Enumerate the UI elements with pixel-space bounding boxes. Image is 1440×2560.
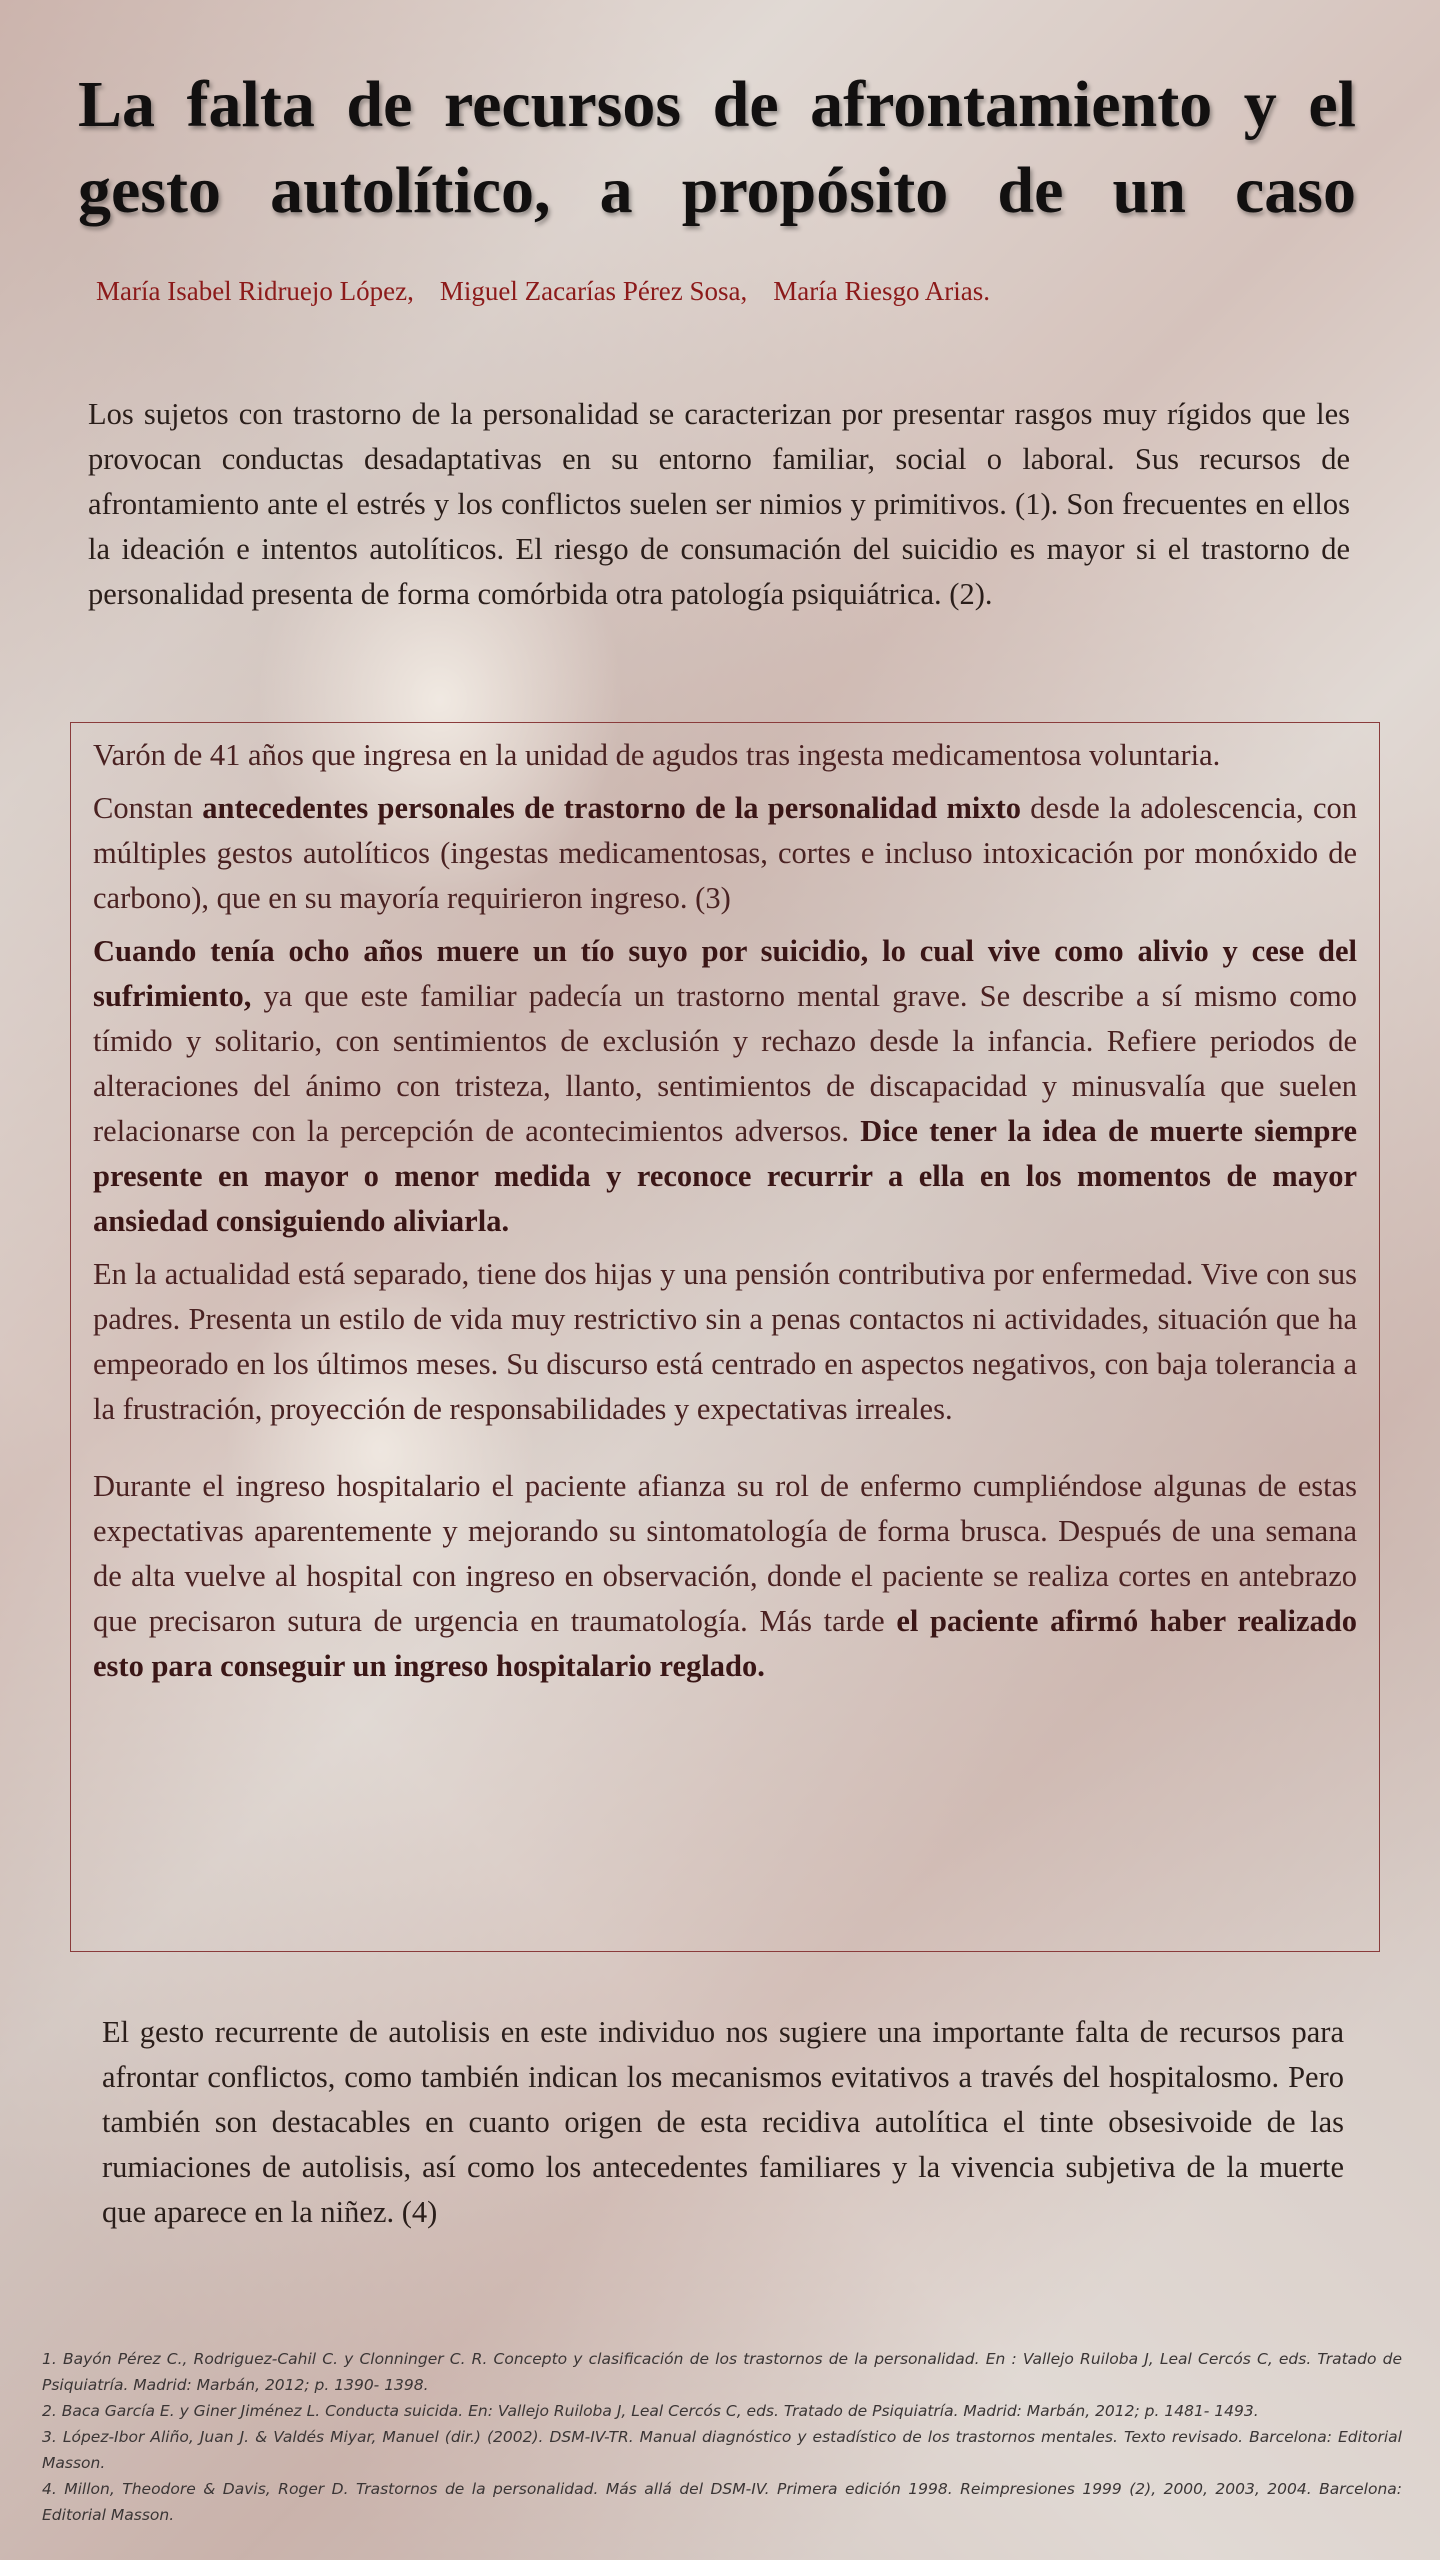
reference-item: 1. Bayón Pérez C., Rodriguez-Cahil C. y Clonninger C. R. Concepto y clasificación de los trastornos de la personalidad. En : Vallejo Ruiloba J, Leal Cercós C, eds. Tratado de Psiquiatría. Madrid: Marbán, 2012; p. 1390- 1398. bbox=[42, 2350, 1402, 2394]
author-list bbox=[96, 276, 990, 307]
conclusion-paragraph: El gesto recurrente de autolisis en este individuo nos sugiere una importante falta de recursos para afrontar conflictos, como también indican los mecanismos evitativos a través del hospitalosmo. Pero también son destacables en cuanto origen de esta recidiva autolítica el tinte obsesivoide de las rumiaciones de autolisis, así como los antecedentes familiares y la vivencia subjetiva de la muerte que aparece en la niñez. (4) bbox=[102, 2015, 1344, 2229]
case-p2-text-pre: Constan bbox=[93, 791, 203, 825]
case-paragraph-4: En la actualidad está separado, tiene dos hijas y una pensión contributiva por enfermedad. Vive con sus padres. Presenta un estilo de vida muy restrictivo sin a penas contactos ni actividades, situación que ha empeorado en los últimos meses. Su discurso está centrado en aspectos negativos, con baja tolerancia a la frustración, proyección de responsabilidades y expectativas irreales. bbox=[93, 1257, 1357, 1426]
case-p3-highlight-2: Dice tener la idea de muerte siempre presente en mayor o menor medida y reconoce recurrir a ella en los momentos de mayor ansiedad consiguiendo aliviarla. bbox=[93, 1114, 1357, 1238]
author-3: María Riesgo Arias. bbox=[773, 276, 990, 306]
poster-title: La falta de recursos de afrontamiento y el gesto autolítico, a propósito de un caso bbox=[78, 68, 1356, 227]
case-p3-highlight-1: Cuando tenía ocho años muere un tío suyo por suicidio, lo cual vive como alivio y cese del sufrimiento, bbox=[93, 934, 1357, 1013]
case-paragraph-2 bbox=[93, 786, 1357, 921]
reference-item: 3. López-Ibor Aliño, Juan J. & Valdés Miyar, Manuel (dir.) (2002). DSM-IV-TR. Manual diagnóstico y estadístico de los trastornos mentales. Texto revisado. Barcelona: Editorial Masson. bbox=[42, 2428, 1402, 2472]
case-box bbox=[70, 722, 1380, 1952]
reference-item: 4. Millon, Theodore & Davis, Roger D. Trastornos de la personalidad. Más allá del DSM-IV. Primera edición 1998. Reimpresiones 1999 (2), 2000, 2003, 2004. Barcelona: Editorial Masson. bbox=[42, 2480, 1402, 2524]
case-p5-highlight: el paciente afirmó haber realizado esto para conseguir un ingreso hospitalario reglado. bbox=[93, 1604, 1357, 1683]
case-paragraph-3 bbox=[93, 929, 1357, 1244]
intro-paragraph: Los sujetos con trastorno de la personalidad se caracterizan por presentar rasgos muy rígidos que les provocan conductas desadaptativas en su entorno familiar, social o laboral. Sus recursos de afrontamiento ante el estrés y los conflictos suelen ser nimios y primitivos. (1). Son frecuentes en ellos la ideación e intentos autolíticos. El riesgo de consumación del suicidio es mayor si el trastorno de personalidad presenta de forma comórbida otra patología psiquiátrica. (2). bbox=[88, 397, 1350, 611]
reference-list bbox=[42, 2346, 1402, 2528]
reference-item: 2. Baca García E. y Giner Jiménez L. Conducta suicida. En: Vallejo Ruiloba J, Leal Cercós C, eds. Tratado de Psiquiatría. Madrid: Marbán, 2012; p. 1481- 1493. bbox=[42, 2402, 1259, 2420]
case-paragraph-5 bbox=[93, 1464, 1357, 1689]
case-paragraph-1: Varón de 41 años que ingresa en la unidad de agudos tras ingesta medicamentosa voluntaria. bbox=[93, 738, 1221, 772]
case-p2-text-post: desde la adolescencia, con múltiples gestos autolíticos (ingestas medicamentosas, cortes e incluso intoxicación por monóxido de carbono), que en su mayoría requirieron ingreso. (3) bbox=[93, 791, 1357, 915]
case-p3-text: ya que este familiar padecía un trastorno mental grave. Se describe a sí mismo como tímido y solitario, con sentimientos de exclusión y rechazo desde la infancia. Refiere periodos de alteraciones del ánimo con tristeza, llanto, sentimientos de discapacidad y minusvalía que suelen relacionarse con la percepción de acontecimientos adversos. bbox=[93, 979, 1357, 1148]
case-p5-text: Durante el ingreso hospitalario el paciente afianza su rol de enfermo cumpliéndose algunas de estas expectativas aparentemente y mejorando su sintomatología de forma brusca. Después de una semana de alta vuelve al hospital con ingreso en observación, donde el paciente se realiza cortes en antebrazo que precisaron sutura de urgencia en traumatología. Más tarde bbox=[93, 1469, 1357, 1638]
author-1: María Isabel Ridruejo López, bbox=[96, 276, 414, 306]
case-p2-highlight: antecedentes personales de trastorno de la personalidad mixto bbox=[202, 791, 1022, 825]
author-2: Miguel Zacarías Pérez Sosa, bbox=[439, 276, 748, 306]
